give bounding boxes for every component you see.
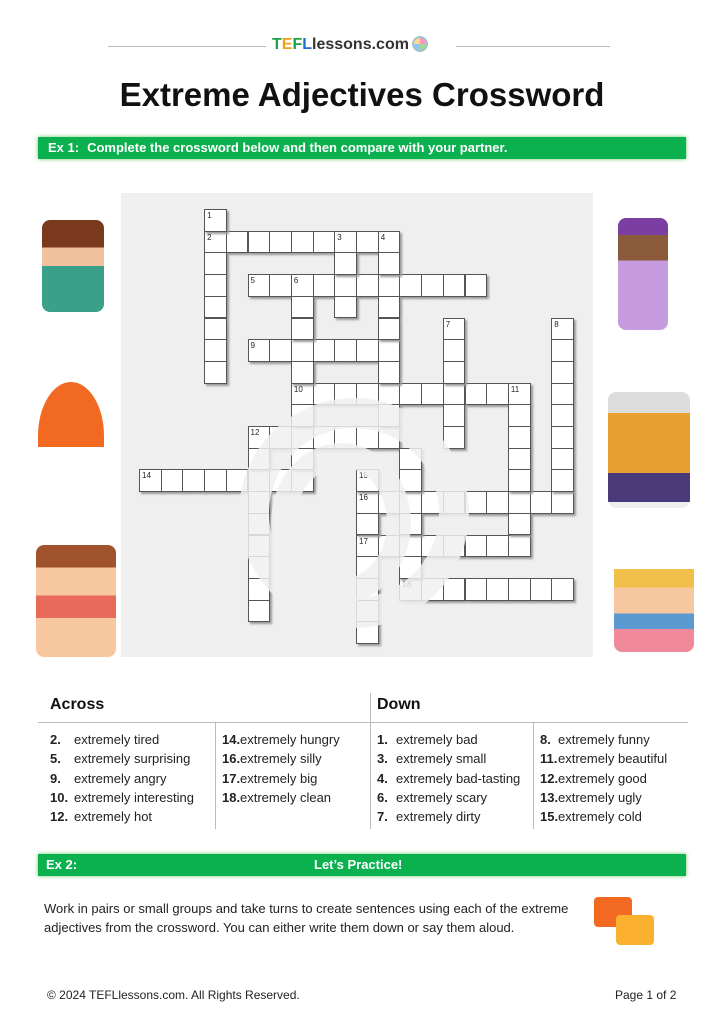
crossword-cell[interactable] — [551, 318, 574, 341]
clue-number: 18. — [222, 789, 241, 805]
crossword-cell[interactable] — [204, 209, 227, 232]
across-clues-col2 — [222, 730, 340, 807]
crossword-cell[interactable] — [378, 231, 401, 254]
illustration-hot-weather — [38, 382, 104, 490]
crossword-cell[interactable] — [356, 231, 379, 254]
clues-panel — [38, 693, 688, 829]
crossword-cell[interactable] — [443, 404, 466, 427]
clue-text: extremely hot — [74, 809, 153, 825]
watermark — [271, 443, 411, 603]
clue-number: 2 — [207, 232, 212, 242]
clue-item — [222, 769, 340, 788]
copyright: © 2024 TEFLlessons.com. All Rights Reserved. — [47, 988, 300, 1002]
clue-number: 8. — [540, 732, 551, 747]
clue-number: 5 — [250, 276, 255, 286]
site-logo — [272, 36, 428, 54]
crossword-cell[interactable] — [291, 361, 314, 384]
clue-text: extremely ugly — [558, 789, 642, 805]
crossword-cell[interactable] — [204, 318, 227, 341]
clue-item — [540, 788, 667, 807]
clue-number: 6. — [377, 789, 388, 805]
crossword-cell[interactable] — [551, 361, 574, 384]
crossword-cell[interactable] — [421, 274, 444, 297]
crossword-cell[interactable] — [378, 318, 401, 341]
clue-number: 16. — [222, 751, 241, 767]
divider — [215, 723, 216, 829]
crossword-cell[interactable] — [508, 426, 531, 449]
exercise-title: Let’s Practice! — [314, 857, 403, 872]
clue-text: extremely surprising — [74, 751, 191, 767]
clue-text: extremely beautiful — [558, 751, 668, 767]
crossword-cell[interactable] — [161, 469, 184, 492]
crossword-cell[interactable] — [399, 274, 422, 297]
clue-number: 12. — [540, 770, 559, 786]
clue-number: 16 — [359, 493, 368, 503]
crossword-cell[interactable] — [508, 535, 531, 558]
crossword-cell[interactable] — [378, 252, 401, 275]
crossword-cell[interactable] — [508, 448, 531, 471]
clue-item — [222, 730, 340, 749]
illustration-girl-salad — [614, 560, 694, 652]
clue-item — [50, 807, 194, 826]
crossword-cell[interactable] — [378, 361, 401, 384]
exercise-instruction: Complete the crossword below and then compare with your partner. — [87, 140, 508, 155]
clue-number: 8 — [554, 319, 559, 329]
globe-icon — [412, 36, 428, 52]
crossword-cell[interactable] — [139, 469, 162, 492]
crossword-cell[interactable] — [378, 296, 401, 319]
clue-number: 10 — [293, 384, 303, 394]
clue-number: 10. — [50, 789, 69, 805]
crossword-cell[interactable] — [378, 274, 401, 297]
crossword-cell[interactable] — [443, 383, 466, 406]
clue-number: 4. — [377, 770, 388, 786]
crossword-cell[interactable] — [378, 339, 401, 362]
crossword-cell[interactable] — [204, 469, 227, 492]
crossword-cell[interactable] — [530, 491, 553, 514]
clue-text: extremely small — [396, 751, 487, 767]
crossword-cell[interactable] — [486, 383, 509, 406]
clue-number: 13. — [540, 789, 559, 805]
crossword-cell[interactable] — [465, 535, 488, 558]
clue-number: 3 — [337, 232, 342, 242]
clue-text: extremely good — [558, 770, 647, 786]
clue-text: extremely silly — [240, 751, 322, 767]
page-number: Page 1 of 2 — [615, 988, 677, 1002]
clue-number: 9 — [250, 341, 255, 351]
crossword-cell[interactable] — [291, 318, 314, 341]
logo-letter: L — [302, 36, 313, 53]
crossword-cell[interactable] — [443, 274, 466, 297]
illustration-sick-girl — [618, 218, 668, 330]
crossword-cell[interactable] — [313, 231, 336, 254]
clue-item — [50, 730, 194, 749]
crossword-cell[interactable] — [551, 491, 574, 514]
clue-number: 12 — [250, 428, 260, 437]
divider — [370, 693, 371, 829]
crossword-cell[interactable] — [204, 296, 227, 319]
clue-number: 6 — [293, 276, 299, 286]
crossword-cell[interactable] — [248, 231, 271, 254]
logo-text: lessons.com — [312, 36, 409, 53]
crossword-cell[interactable] — [334, 339, 357, 362]
crossword-cell[interactable] — [356, 274, 379, 297]
logo-letter: T — [272, 36, 282, 53]
crossword-cell[interactable] — [269, 231, 292, 254]
clue-text: extremely dirty — [396, 809, 481, 825]
down-clues-col2 — [540, 730, 667, 826]
clue-number: 5. — [50, 751, 61, 767]
crossword-cell[interactable] — [465, 383, 488, 406]
exercise-1-banner — [38, 137, 686, 159]
clue-number: 11. — [540, 751, 558, 767]
crossword-cell[interactable] — [204, 361, 227, 384]
clue-item — [50, 788, 194, 807]
crossword-cell[interactable] — [508, 578, 531, 601]
clue-number: 3. — [377, 751, 388, 767]
crossword-cell[interactable] — [486, 578, 509, 601]
crossword-cell[interactable] — [465, 274, 488, 297]
clue-number: 1 — [207, 211, 212, 220]
crossword-cell[interactable] — [313, 339, 336, 362]
crossword-cell[interactable] — [226, 231, 249, 254]
clue-number: 7 — [445, 319, 451, 329]
header-rule-left — [108, 46, 266, 47]
clue-number: 17. — [222, 770, 241, 786]
clue-item — [540, 730, 667, 749]
header-rule-right — [456, 46, 610, 47]
illustration-cold-person — [608, 392, 690, 508]
crossword-cell[interactable] — [291, 296, 314, 319]
crossword-cell[interactable] — [269, 339, 292, 362]
logo-letter: F — [292, 36, 303, 53]
divider — [533, 723, 534, 829]
crossword-cell[interactable] — [204, 274, 227, 297]
clue-number: 15 — [359, 471, 368, 481]
clue-text: extremely scary — [396, 789, 488, 805]
crossword-cell[interactable] — [313, 274, 336, 297]
crossword-grid — [121, 193, 593, 657]
crossword-cell[interactable] — [204, 231, 227, 254]
down-clues-col1 — [377, 730, 520, 826]
clue-text: extremely bad — [396, 732, 478, 747]
crossword-cell[interactable] — [551, 448, 574, 471]
clue-number: 11 — [510, 384, 520, 394]
clue-item — [222, 749, 340, 768]
clue-text: extremely angry — [74, 770, 167, 786]
clue-text: extremely big — [240, 770, 318, 786]
crossword-cell[interactable] — [182, 469, 205, 492]
exercise-2-instructions: Work in pairs or small groups and take turns to create sentences using each of the extreme adjectives from the crossword. You can either write them down or say them aloud. — [44, 901, 569, 935]
clue-text: extremely cold — [558, 809, 642, 825]
crossword-cell[interactable] — [204, 252, 227, 275]
clue-item — [50, 749, 194, 768]
crossword-cell[interactable] — [508, 404, 531, 427]
clue-number: 4 — [380, 232, 386, 242]
crossword-cell[interactable] — [248, 339, 271, 362]
divider — [38, 722, 688, 723]
clue-text: extremely clean — [240, 789, 332, 805]
crossword-cell[interactable] — [551, 339, 574, 362]
crossword-cell[interactable] — [551, 578, 574, 601]
clue-number: 2. — [50, 732, 61, 747]
clue-number: 1. — [377, 732, 388, 747]
crossword-cell[interactable] — [291, 339, 314, 362]
clue-text: extremely funny — [558, 732, 650, 747]
clue-number: 7. — [377, 809, 388, 825]
crossword-cell[interactable] — [486, 535, 509, 558]
page-title: Extreme Adjectives Crossword — [119, 76, 605, 113]
logo-letter: E — [281, 36, 293, 53]
clue-item — [377, 730, 520, 749]
crossword-cell[interactable] — [334, 296, 357, 319]
exercise-label: Ex 1: — [48, 140, 80, 155]
crossword-cell[interactable] — [443, 339, 466, 362]
clue-number: 17 — [359, 536, 368, 546]
clue-item — [377, 807, 520, 826]
crossword-cell[interactable] — [508, 513, 531, 536]
crossword-cell[interactable] — [248, 600, 271, 623]
clue-text: extremely interesting — [74, 789, 194, 805]
crossword-cell[interactable] — [465, 578, 488, 601]
across-clues-col1 — [50, 730, 194, 826]
crossword-cell[interactable] — [530, 578, 553, 601]
clue-text: extremely hungry — [240, 732, 340, 747]
crossword-cell[interactable] — [551, 469, 574, 492]
crossword-cell[interactable] — [443, 318, 466, 341]
crossword-cell[interactable] — [508, 469, 531, 492]
illustration-scared-boy — [36, 545, 116, 657]
clue-number: 18 — [402, 579, 412, 589]
clue-item — [540, 749, 667, 768]
crossword-cell[interactable] — [334, 252, 357, 275]
crossword-cell[interactable] — [551, 383, 574, 406]
crossword-cell[interactable] — [269, 274, 292, 297]
crossword-cell[interactable] — [291, 274, 314, 297]
clue-item — [540, 807, 667, 826]
clue-number: 14. — [222, 732, 241, 747]
crossword-cell[interactable] — [204, 339, 227, 362]
clue-item — [50, 769, 194, 788]
exercise-label: Ex 2: — [46, 857, 78, 872]
illustration-stressed-woman — [42, 220, 104, 312]
clue-item — [377, 749, 520, 768]
clue-number: 15. — [540, 809, 559, 825]
crossword-cell[interactable] — [551, 404, 574, 427]
clue-number: 14 — [142, 471, 151, 481]
clue-item — [222, 788, 340, 807]
crossword-cell[interactable] — [421, 383, 444, 406]
crossword-cell[interactable] — [486, 491, 509, 514]
clue-item — [540, 769, 667, 788]
across-heading: Across — [50, 696, 105, 713]
crossword-cell[interactable] — [508, 491, 531, 514]
crossword-cell[interactable] — [248, 274, 271, 297]
crossword-cell[interactable] — [334, 274, 357, 297]
crossword-cell[interactable] — [551, 426, 574, 449]
crossword-cell[interactable] — [443, 361, 466, 384]
down-heading: Down — [377, 696, 421, 713]
exercise-2-banner — [38, 854, 686, 876]
crossword-cell[interactable] — [399, 383, 422, 406]
crossword-cell[interactable] — [508, 383, 531, 406]
clue-text: extremely bad-tasting — [396, 770, 521, 786]
crossword-cell[interactable] — [291, 383, 314, 406]
clue-number: 12. — [50, 809, 69, 825]
crossword-cell[interactable] — [291, 231, 314, 254]
clue-item — [377, 788, 520, 807]
clue-text: extremely tired — [74, 732, 160, 747]
crossword-cell[interactable] — [334, 231, 357, 254]
clue-item — [377, 769, 520, 788]
clue-number: 9. — [50, 770, 61, 786]
crossword-cell[interactable] — [356, 339, 379, 362]
